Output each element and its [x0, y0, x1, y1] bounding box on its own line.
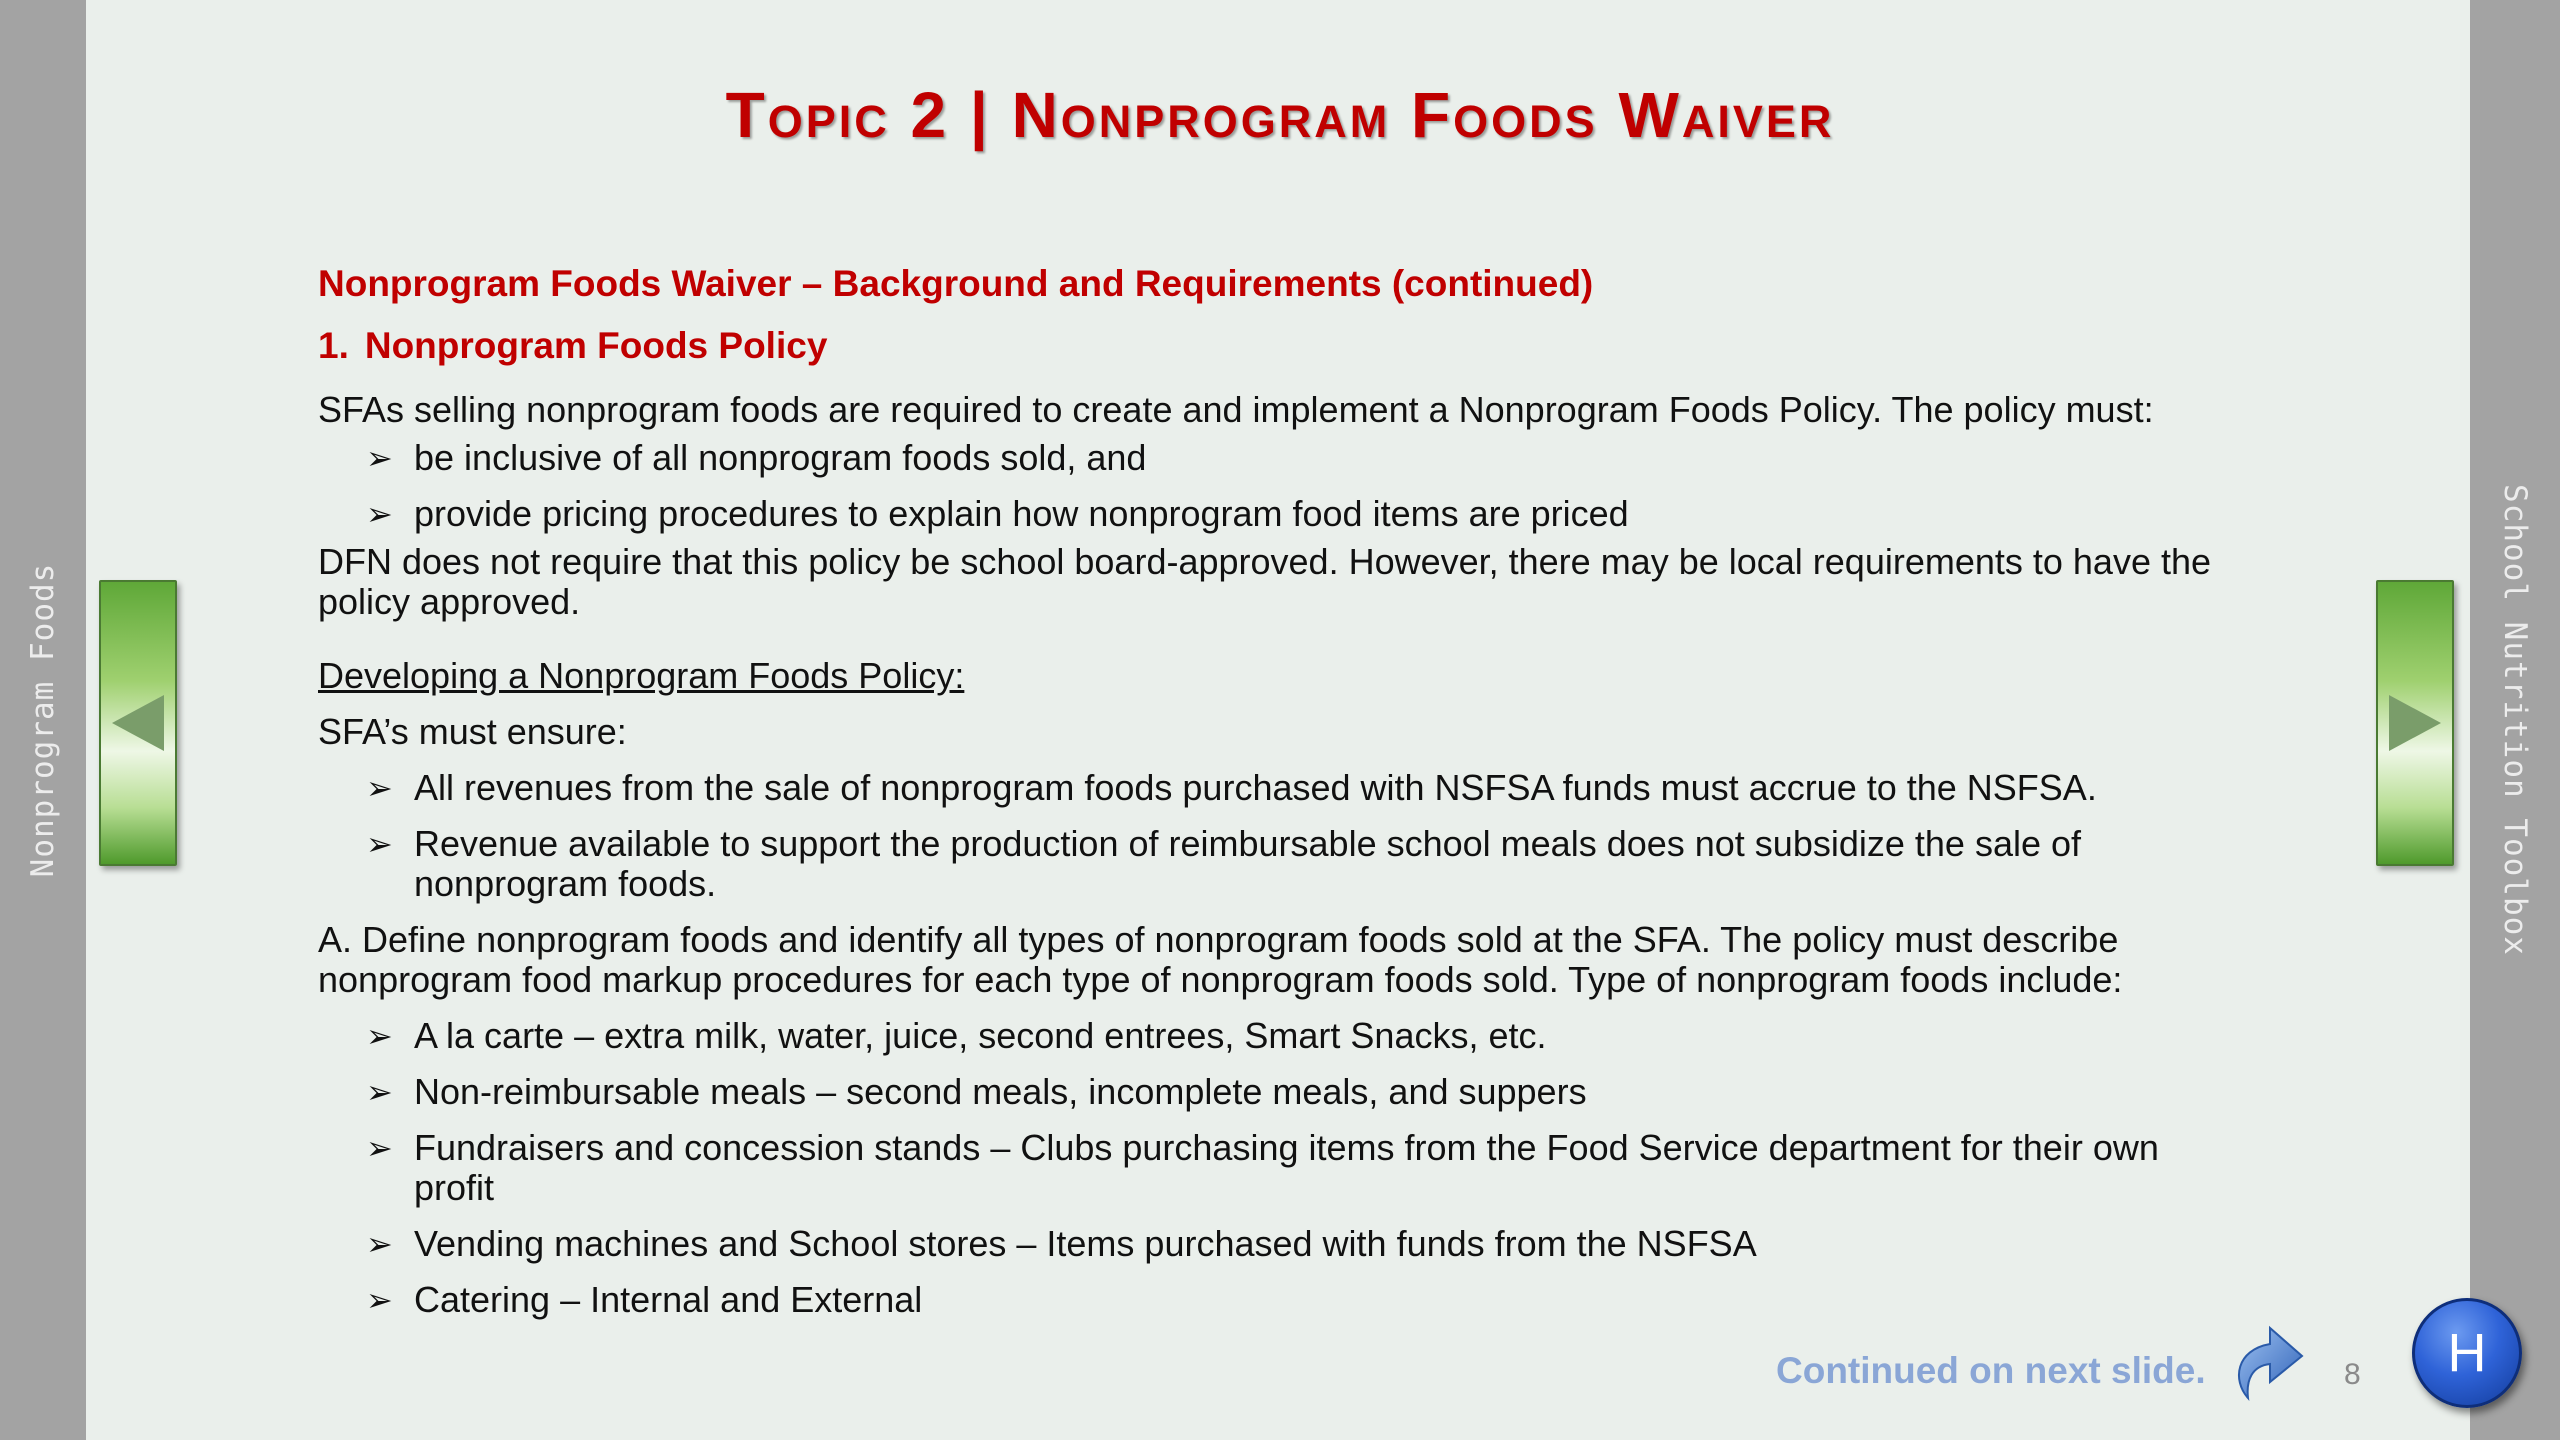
arrow-bullet-icon: ➢	[366, 826, 393, 862]
define-paragraph: A. Define nonprogram foods and identify all types of nonprogram foods sold at the SFA. The policy must describe nonprogram food markup procedures for each type of nonprogram foods sold. Type of nonprogram foods include:	[318, 919, 2123, 1000]
page-number: 8	[2344, 1358, 2361, 1391]
right-sidebar	[2470, 0, 2560, 1440]
continue-arrow-icon[interactable]	[2226, 1318, 2306, 1406]
developing-heading: Developing a Nonprogram Foods Policy:	[318, 655, 965, 696]
policy-heading-text: Nonprogram Foods Policy	[364, 325, 828, 366]
list-item: ➢ Fundraisers and concession stands – Clubs purchasing items from the Food Service department for their own profit	[366, 1127, 2159, 1208]
policy-must-list	[318, 438, 2248, 534]
home-button-label: H	[2447, 1323, 2487, 1383]
continued-label: Continued on next slide.	[1776, 1350, 2206, 1391]
list-item: ➢ All revenues from the sale of nonprogram foods purchased with NSFSA funds must accrue to the NSFSA.	[366, 767, 2097, 808]
previous-slide-button[interactable]	[99, 580, 177, 866]
next-slide-button[interactable]	[2376, 580, 2454, 866]
list-item: ➢ Non-reimbursable meals – second meals, incomplete meals, and suppers	[366, 1071, 1587, 1112]
sidebar-label-right: School Nutrition Toolbox	[2497, 484, 2533, 956]
page-title: Topic 2 | Nonprogram Foods Waiver	[725, 79, 1835, 151]
arrow-bullet-icon: ➢	[366, 1074, 393, 1110]
types-list	[318, 1016, 2248, 1320]
sidebar-label-left: Nonprogram Foods	[25, 562, 61, 878]
arrow-bullet-icon: ➢	[366, 440, 393, 476]
ensure-intro: SFA’s must ensure:	[318, 711, 627, 752]
arrow-bullet-icon: ➢	[366, 1282, 393, 1318]
arrow-bullet-icon: ➢	[366, 1226, 393, 1262]
list-item: ➢ provide pricing procedures to explain how nonprogram food items are priced	[366, 493, 1629, 534]
list-item: ➢ be inclusive of all nonprogram foods sold, and	[366, 437, 1147, 478]
policy-heading	[318, 326, 2248, 366]
list-item: ➢ Vending machines and School stores – Items purchased with funds from the NSFSA	[366, 1223, 1757, 1264]
policy-heading-number: 1.	[318, 325, 349, 366]
arrow-bullet-icon: ➢	[366, 1018, 393, 1054]
left-arrow-icon	[112, 695, 164, 751]
right-arrow-icon	[2389, 695, 2441, 751]
arrow-bullet-icon: ➢	[366, 1130, 393, 1166]
list-item: ➢ Catering – Internal and External	[366, 1279, 923, 1320]
slide-content	[318, 264, 2248, 1336]
arrow-bullet-icon: ➢	[366, 770, 393, 806]
policy-intro: SFAs selling nonprogram foods are required to create and implement a Nonprogram Foods Policy. The policy must:	[318, 389, 2154, 430]
home-button[interactable]	[2412, 1298, 2522, 1408]
section-heading: Nonprogram Foods Waiver – Background and Requirements (continued)	[318, 263, 1594, 304]
left-sidebar	[0, 0, 86, 1440]
ensure-list	[318, 768, 2248, 904]
dfn-note: DFN does not require that this policy be school board-approved. However, there may be local requirements to have the policy approved.	[318, 541, 2212, 622]
list-item: ➢ Revenue available to support the production of reimbursable school meals does not subsidize the sale of nonprogram foods.	[366, 823, 2082, 904]
arrow-bullet-icon: ➢	[366, 496, 393, 532]
list-item: ➢ A la carte – extra milk, water, juice, second entrees, Smart Snacks, etc.	[366, 1015, 1547, 1056]
